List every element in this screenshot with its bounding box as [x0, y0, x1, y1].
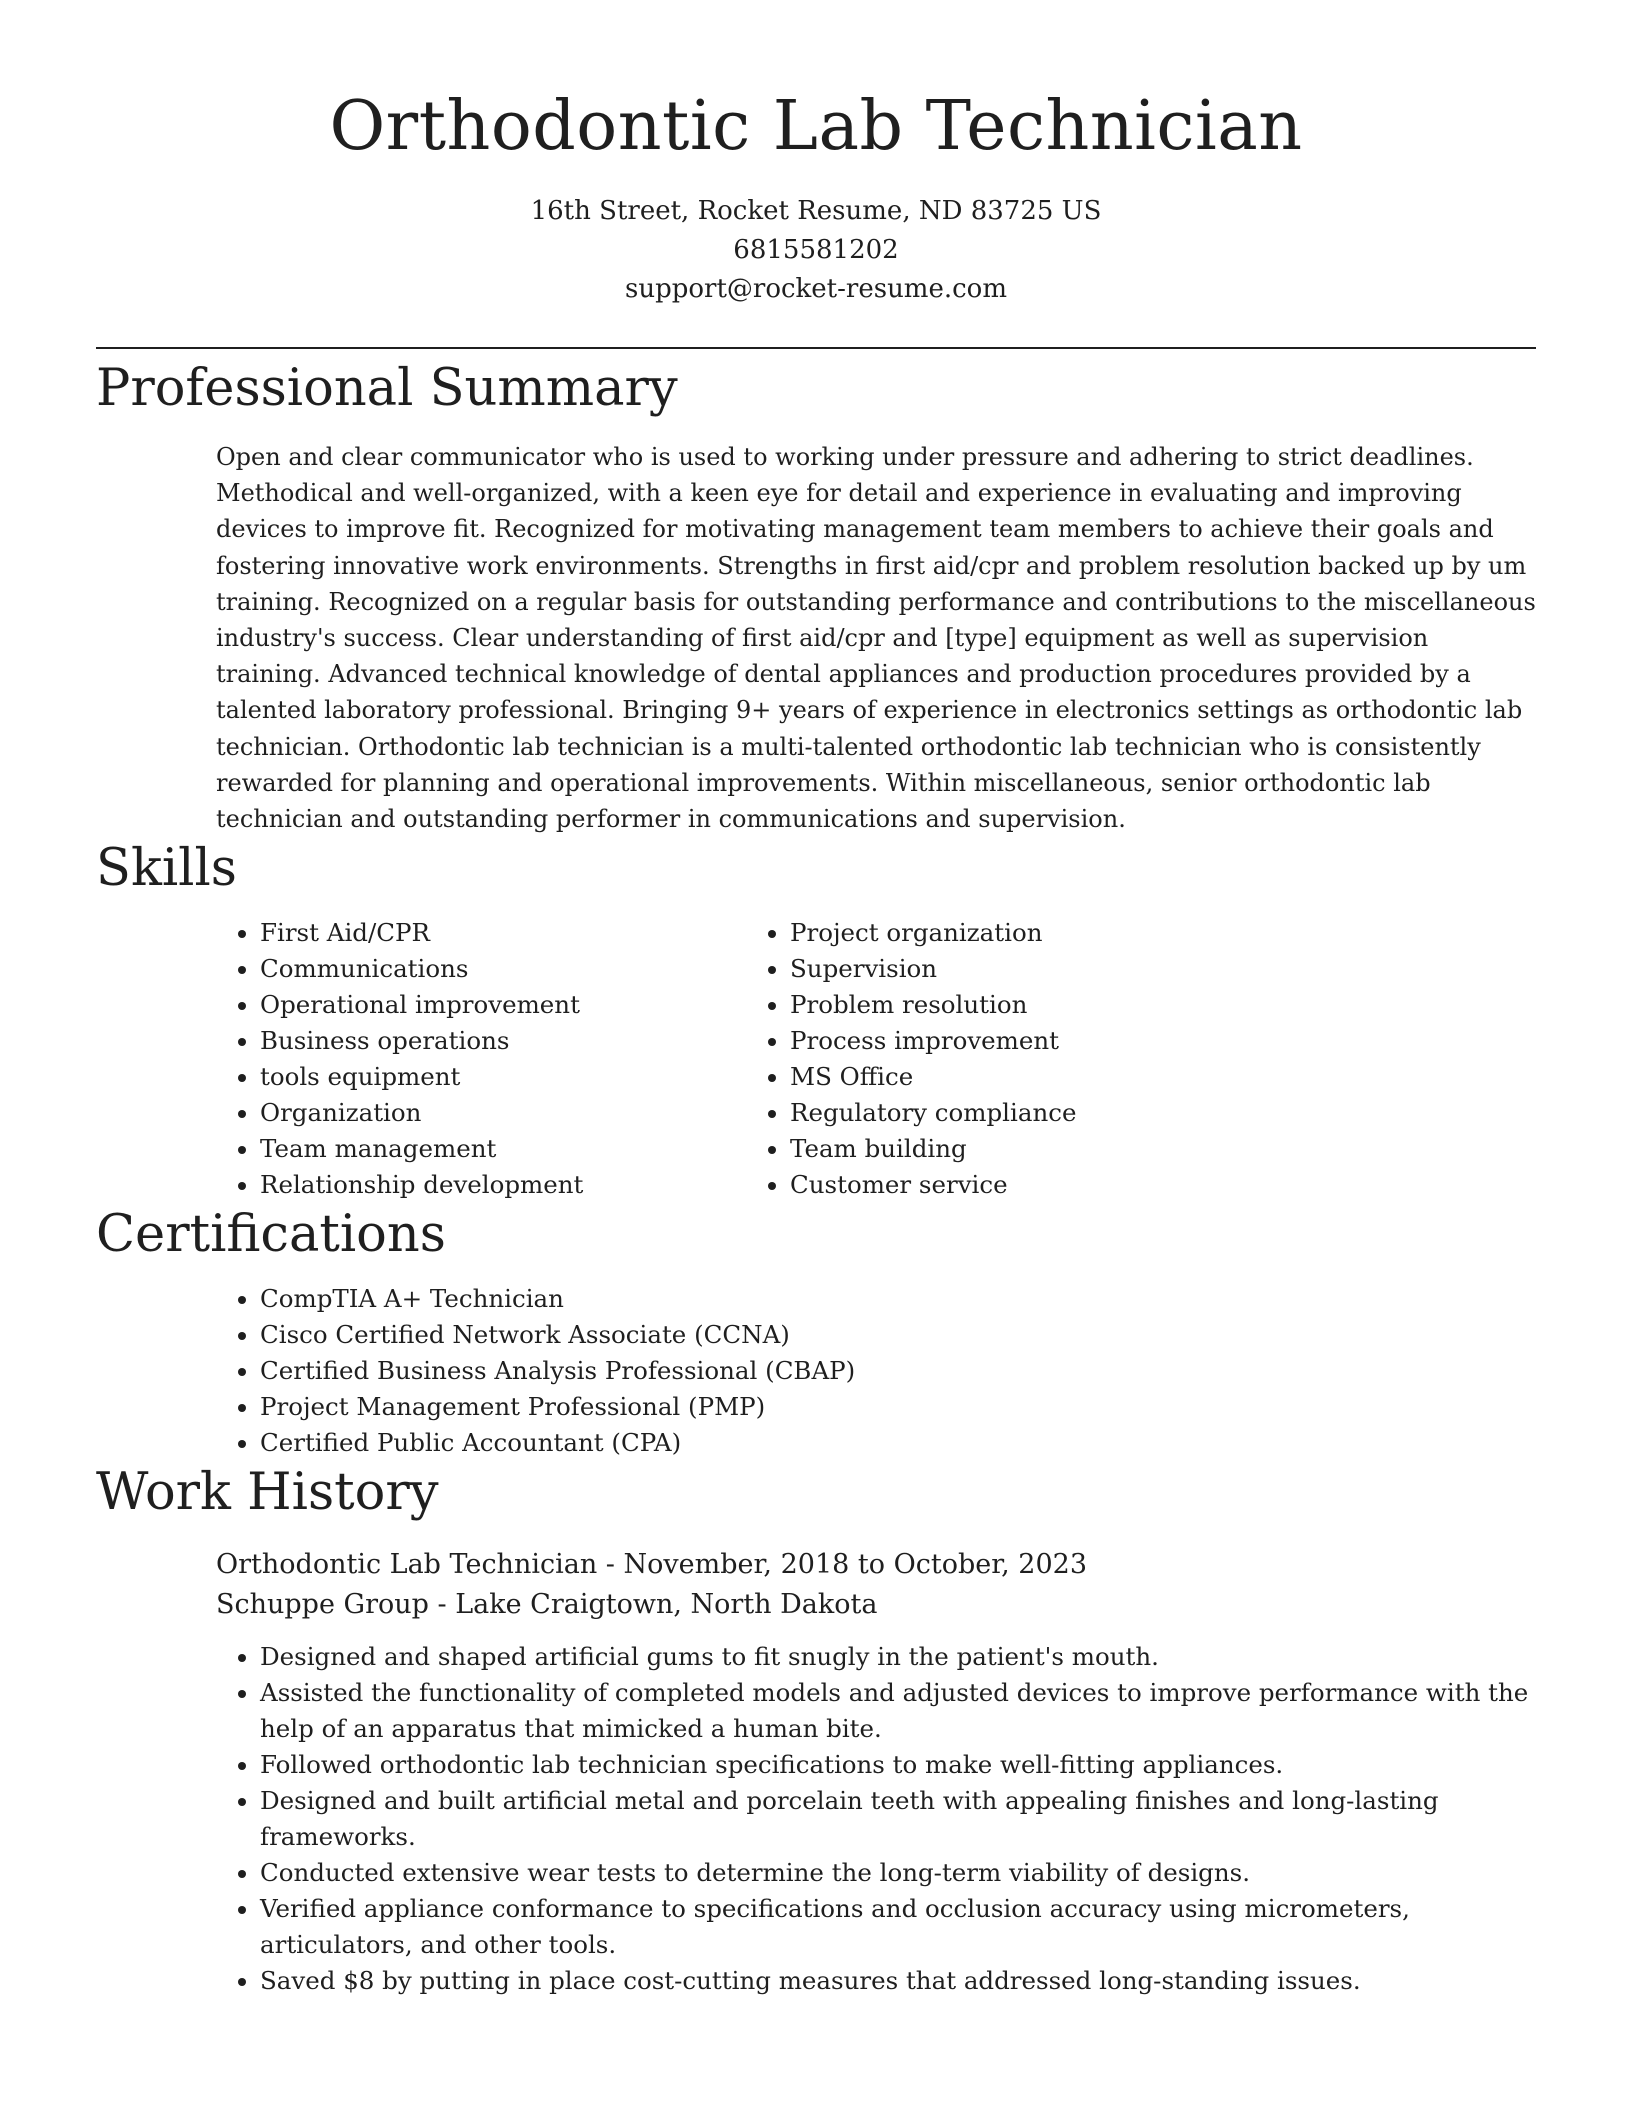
skill-item: • Operational improvement: [260, 987, 746, 1023]
header-divider: [96, 347, 1536, 349]
contact-address: 16th Street, Rocket Resume, ND 83725 US: [530, 196, 1102, 226]
job-header: [216, 1545, 1536, 1625]
contact-block: [96, 192, 1536, 309]
summary-text: Open and clear communicator who is used to working under pressure and adhering to strict deadlines. Methodical and well-organized, with a keen eye for detail and experience in evaluating and improving devices to improve fit. Recognized for motivating management team members to achieve their goals and fostering innovative work environments. Strengths in first aid/cpr and problem resolution backed up by um training. Recognized on a regular basis for outstanding performance and contributions to the miscellaneous industry's success. Clear understanding of first aid/cpr and [type] equipment as well as supervision training. Advanced technical knowledge of dental appliances and production procedures provided by a talented laboratory professional. Bringing 9+ years of experience in electronics settings as orthodontic lab technician. Orthodontic lab technician is a multi-talented orthodontic lab technician who is consistently rewarded for planning and operational improvements. Within miscellaneous, senior orthodontic lab technician and outstanding performer in communications and supervision.: [216, 443, 1536, 834]
job-duty-item: • Followed orthodontic lab technician specifications to make well-fitting appliances.: [260, 1747, 1536, 1783]
skills-heading: Skills: [96, 839, 237, 899]
skills-column-left: [96, 915, 746, 1203]
job-title-line: Orthodontic Lab Technician - November, 2018 to October, 2023: [216, 1549, 1088, 1581]
skill-item: • Supervision: [790, 951, 1076, 987]
skills-column-right: [746, 915, 1076, 1203]
skill-item: • Problem resolution: [790, 987, 1076, 1023]
certification-item: • Cisco Certified Network Associate (CCNA): [260, 1317, 1536, 1353]
job-duties-list: [96, 1639, 1536, 1999]
job-title: Orthodontic Lab Technician: [216, 1549, 598, 1581]
job-duty-item: • Designed and built artificial metal and porcelain teeth with appealing finishes and long-lasting frameworks.: [260, 1783, 1536, 1855]
certifications-heading: Certifications: [96, 1205, 446, 1265]
summary-heading: Professional Summary: [96, 359, 678, 418]
resume-page: [96, 0, 1536, 1999]
skills-list: [96, 915, 1536, 1203]
job-duty-item: • Assisted the functionality of completed models and adjusted devices to improve performance with the help of an apparatus that mimicked a human bite.: [260, 1675, 1536, 1747]
job-duty-item: • Verified appliance conformance to specifications and occlusion accuracy using micrometers, articulators, and other tools.: [260, 1891, 1536, 1963]
skill-item: • Project organization: [790, 915, 1076, 951]
contact-email: support@rocket-resume.com: [624, 274, 1007, 304]
job-company: Schuppe Group: [216, 1589, 429, 1621]
skill-item: • Business operations: [260, 1023, 746, 1059]
job-duty-item: • Designed and shaped artificial gums to fit snugly in the patient's mouth.: [260, 1639, 1536, 1675]
job-duty-item: • Saved $8 by putting in place cost-cutting measures that addressed long-standing issues.: [260, 1963, 1536, 1999]
certification-item: • Project Management Professional (PMP): [260, 1389, 1536, 1425]
skill-item: • Process improvement: [790, 1023, 1076, 1059]
skill-item: • MS Office: [790, 1059, 1076, 1095]
job-duty-item: • Conducted extensive wear tests to determine the long-term viability of designs.: [260, 1855, 1536, 1891]
skill-item: • Organization: [260, 1095, 746, 1131]
work-history-heading: Work History: [96, 1463, 439, 1523]
job-dates: November, 2018 to October, 2023: [623, 1549, 1088, 1581]
job-company-line: Schuppe Group - Lake Craigtown, North Dakota: [216, 1589, 878, 1621]
certification-item: • Certified Public Accountant (CPA): [260, 1425, 1536, 1461]
certification-item: • CompTIA A+ Technician: [260, 1281, 1536, 1317]
skill-item: • Regulatory compliance: [790, 1095, 1076, 1131]
skill-item: • Communications: [260, 951, 746, 987]
certifications-list: [96, 1281, 1536, 1461]
skill-item: • tools equipment: [260, 1059, 746, 1095]
skill-item: • First Aid/CPR: [260, 915, 746, 951]
resume-name: Orthodontic Lab Technician: [329, 87, 1303, 166]
certification-item: • Certified Business Analysis Professional (CBAP): [260, 1353, 1536, 1389]
skill-item: • Customer service: [790, 1167, 1076, 1203]
skill-item: • Team building: [790, 1131, 1076, 1167]
contact-phone: 6815581202: [733, 235, 899, 265]
skill-item: • Team management: [260, 1131, 746, 1167]
job-location: Lake Craigtown, North Dakota: [455, 1589, 878, 1621]
skill-item: • Relationship development: [260, 1167, 746, 1203]
